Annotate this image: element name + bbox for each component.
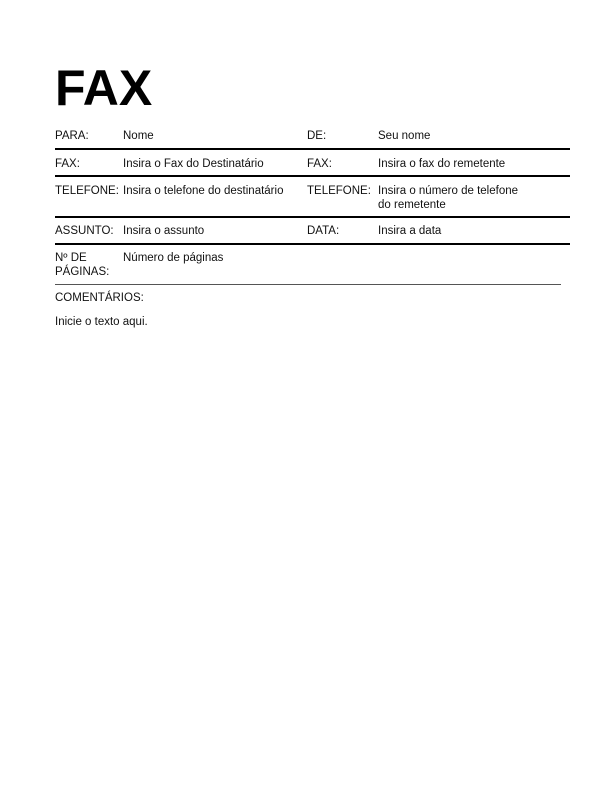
pages-field[interactable]: Número de páginas [123, 252, 224, 264]
from-fax-field[interactable]: Insira o fax do remetente [378, 158, 506, 170]
date-label: DATA: [307, 225, 340, 237]
comments-label: COMENTÁRIOS: [55, 292, 144, 304]
pages-label: Nº DE PÁGINAS: [55, 252, 110, 278]
from-field[interactable]: Seu nome [378, 130, 431, 142]
subject-field[interactable]: Insira o assunto [123, 225, 205, 237]
from-label: DE: [307, 130, 327, 142]
subject-label: ASSUNTO: [55, 225, 114, 237]
date-field[interactable]: Insira a data [378, 225, 442, 237]
divider [55, 216, 570, 218]
divider [55, 175, 570, 177]
to-field[interactable]: Nome [123, 130, 154, 142]
divider [55, 243, 570, 245]
to-phone-label: TELEFONE: [55, 185, 119, 197]
from-phone-field[interactable]: Insira o número de telefone do remetente [378, 185, 519, 211]
from-phone-label: TELEFONE: [307, 185, 371, 197]
divider [55, 284, 561, 285]
to-label: PARA: [55, 130, 89, 142]
divider [55, 148, 570, 150]
to-fax-label: FAX: [55, 158, 80, 170]
page-title: FAX [55, 60, 153, 116]
from-fax-label: FAX: [307, 158, 332, 170]
comments-body[interactable]: Inicie o texto aqui. [55, 316, 148, 328]
to-phone-field[interactable]: Insira o telefone do destinatário [123, 185, 284, 197]
to-fax-field[interactable]: Insira o Fax do Destinatário [123, 158, 264, 170]
